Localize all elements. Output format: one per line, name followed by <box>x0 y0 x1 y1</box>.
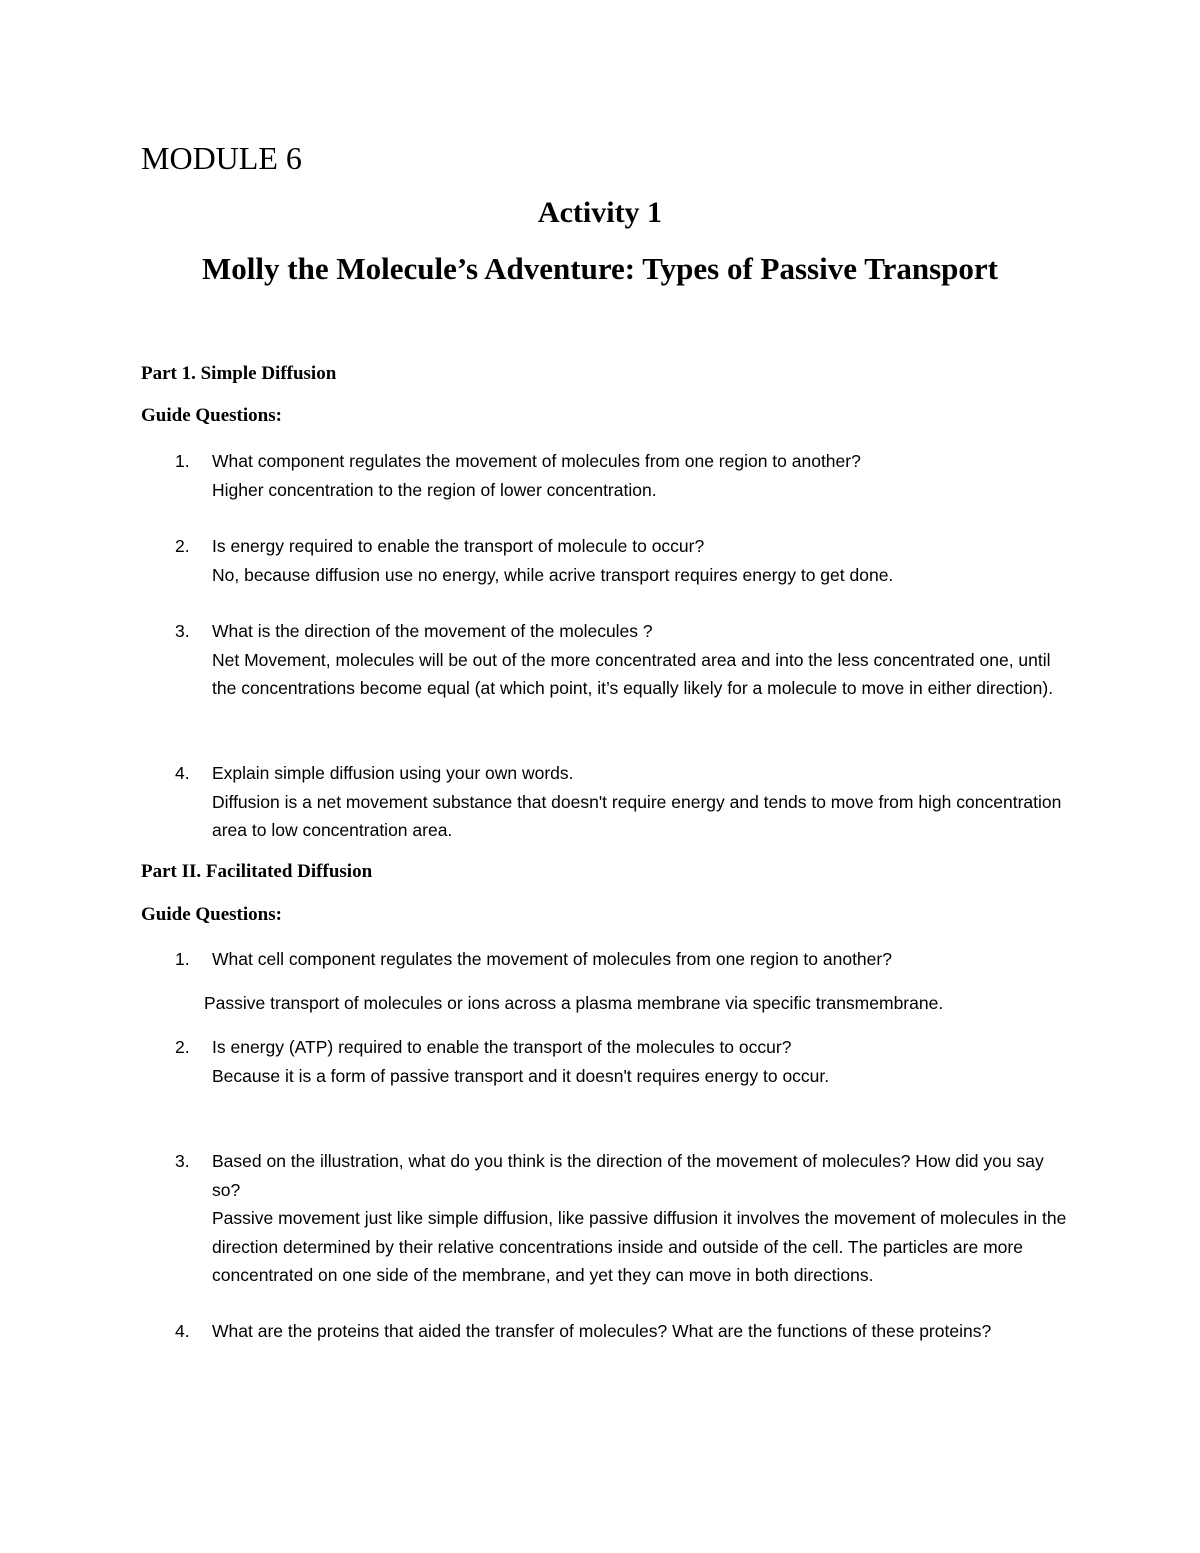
answer-text: Net Movement, molecules will be out of the more concentrated area and into the less concentrated one, until the concentrations become equal (at which point, it’s equally likely for a molecule to move in either direction). <box>212 649 1054 698</box>
question-text: Explain simple diffusion using your own words. <box>212 763 574 783</box>
answer-text: Because it is a form of passive transport and it doesn't requires energy to occur. <box>212 1065 830 1086</box>
part1-question-4 <box>175 759 1072 845</box>
question-text: Is energy (ATP) required to enable the transport of the molecules to occur? <box>212 1037 792 1057</box>
answer-text: Diffusion is a net movement substance that doesn't require energy and tends to move from high concentration area to low concentration area. <box>212 791 1062 840</box>
answer-text: No, because diffusion use no energy, while acrive transport requires energy to get done. <box>212 564 894 585</box>
part1-guide-label: Guide Questions: <box>141 405 282 426</box>
activity-heading: Activity 1 <box>537 196 663 229</box>
question-number: 1. <box>175 451 190 471</box>
part2-guide-label: Guide Questions: <box>141 904 282 925</box>
question-text: What cell component regulates the movement of molecules from one region to another? <box>212 949 892 969</box>
question-text: Based on the illustration, what do you think is the direction of the movement of molecules? How did you say so? <box>212 1151 1044 1200</box>
answer-text: Passive movement just like simple diffusion, like passive diffusion it involves the movement of molecules in the direction determined by their relative concentrations inside and outside of the cell. The particles are more concentrated on one side of the membrane, and yet they can move in both directions. <box>212 1208 1067 1285</box>
question-number: 1. <box>175 949 190 969</box>
part1-question-2 <box>175 532 1072 589</box>
part2-answer-1: Passive transport of molecules or ions across a plasma membrane via specific transmembrane. <box>204 993 944 1013</box>
question-number: 3. <box>175 621 190 641</box>
part1-heading: Part 1. Simple Diffusion <box>141 363 337 384</box>
question-text: What are the proteins that aided the transfer of molecules? What are the functions of these proteins? <box>212 1321 992 1341</box>
part1-question-1 <box>175 447 1072 504</box>
answer-text: Higher concentration to the region of lower concentration. <box>212 479 657 500</box>
module-heading: MODULE 6 <box>141 140 302 176</box>
question-text: What component regulates the movement of molecules from one region to another? <box>212 451 861 471</box>
part2-question-4 <box>175 1317 1072 1346</box>
part2-question-3 <box>175 1147 1072 1290</box>
question-number: 4. <box>175 1321 190 1341</box>
part2-heading: Part II. Facilitated Diffusion <box>141 861 373 882</box>
question-number: 2. <box>175 1037 190 1057</box>
part2-question-2 <box>175 1033 1072 1090</box>
page-title: Molly the Molecule’s Adventure: Types of Passive Transport <box>202 251 998 286</box>
question-number: 2. <box>175 536 190 556</box>
question-text: What is the direction of the movement of the molecules ? <box>212 621 653 641</box>
part1-question-3 <box>175 617 1072 703</box>
question-text: Is energy required to enable the transport of molecule to occur? <box>212 536 705 556</box>
question-number: 4. <box>175 763 190 783</box>
question-number: 3. <box>175 1151 190 1171</box>
part2-question-1 <box>175 945 1072 974</box>
